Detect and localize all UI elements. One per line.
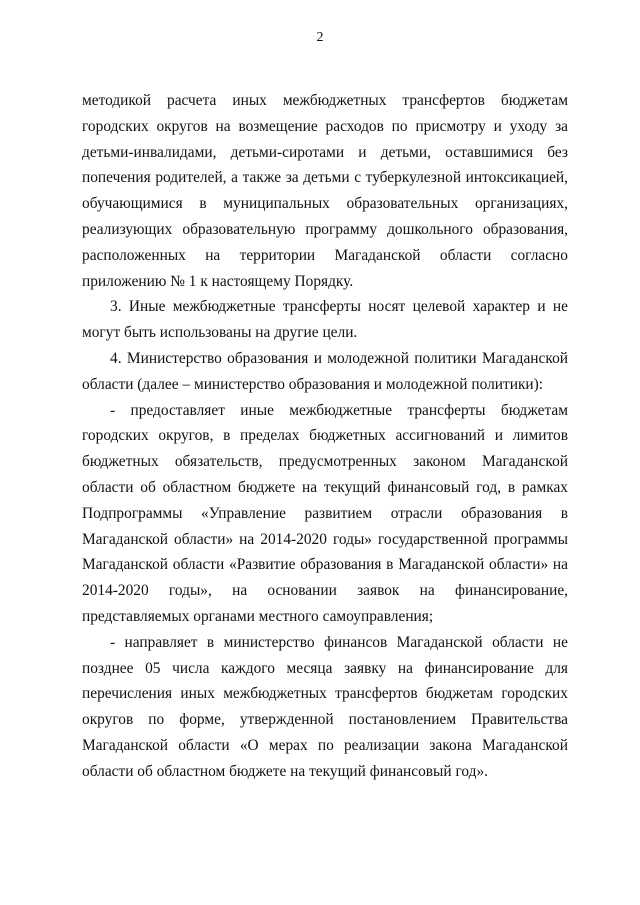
paragraph-bullet-sends: - направляет в министерство финансов Магаданской области не позднее 05 числа каждого месяца заявку на финансирование для перечисления иных межбюджетных трансфертов бюджетам городских округов по форме, утвержденной постановлением Правительства Магаданской области «О мерах по реализации закона Магаданской области об областном бюджете на текущий финансовый год». xyxy=(82,633,568,780)
paragraph-bullet-provides: - предоставляет иные межбюджетные трансферты бюджетам городских округов, в пределах бюджетных ассигнований и лимитов бюджетных обязательств, предусмотренных законом Магаданской области об областном бюджете на текущий финансовый год, в рамках Подпрограммы «Управление развитием отрасли образования в Магаданской области» на 2014-2020 годы» государственной программы Магаданской области «Развитие образования в Магаданской области» на 2014-2020 годы», на основании заявок на финансирование, представляемых органами местного самоуправления; xyxy=(82,401,568,625)
paragraph-item-3: 3. Иные межбюджетные трансферты носят целевой характер и не могут быть использованы на другие цели. xyxy=(82,298,568,342)
page-number: 2 xyxy=(316,30,324,45)
paragraph-item-4: 4. Министерство образования и молодежной политики Магаданской области (далее – министерство образования и молодежной политики): xyxy=(82,349,568,393)
paragraph-methodology-continuation: методикой расчета иных межбюджетных трансфертов бюджетам городских округов на возмещение расходов по присмотру и уходу за детьми-инвалидами, детьми-сиротами и детьми, оставшимися без попечения родителей, а также за детьми с туберкулезной интоксикацией, обучающимися в муниципальных образовательных организациях, реализующих образовательную программу дошкольного образования, расположенных на территории Магаданской области согласно приложению № 1 к настоящему Порядку. xyxy=(82,92,568,290)
document-body xyxy=(82,88,568,785)
